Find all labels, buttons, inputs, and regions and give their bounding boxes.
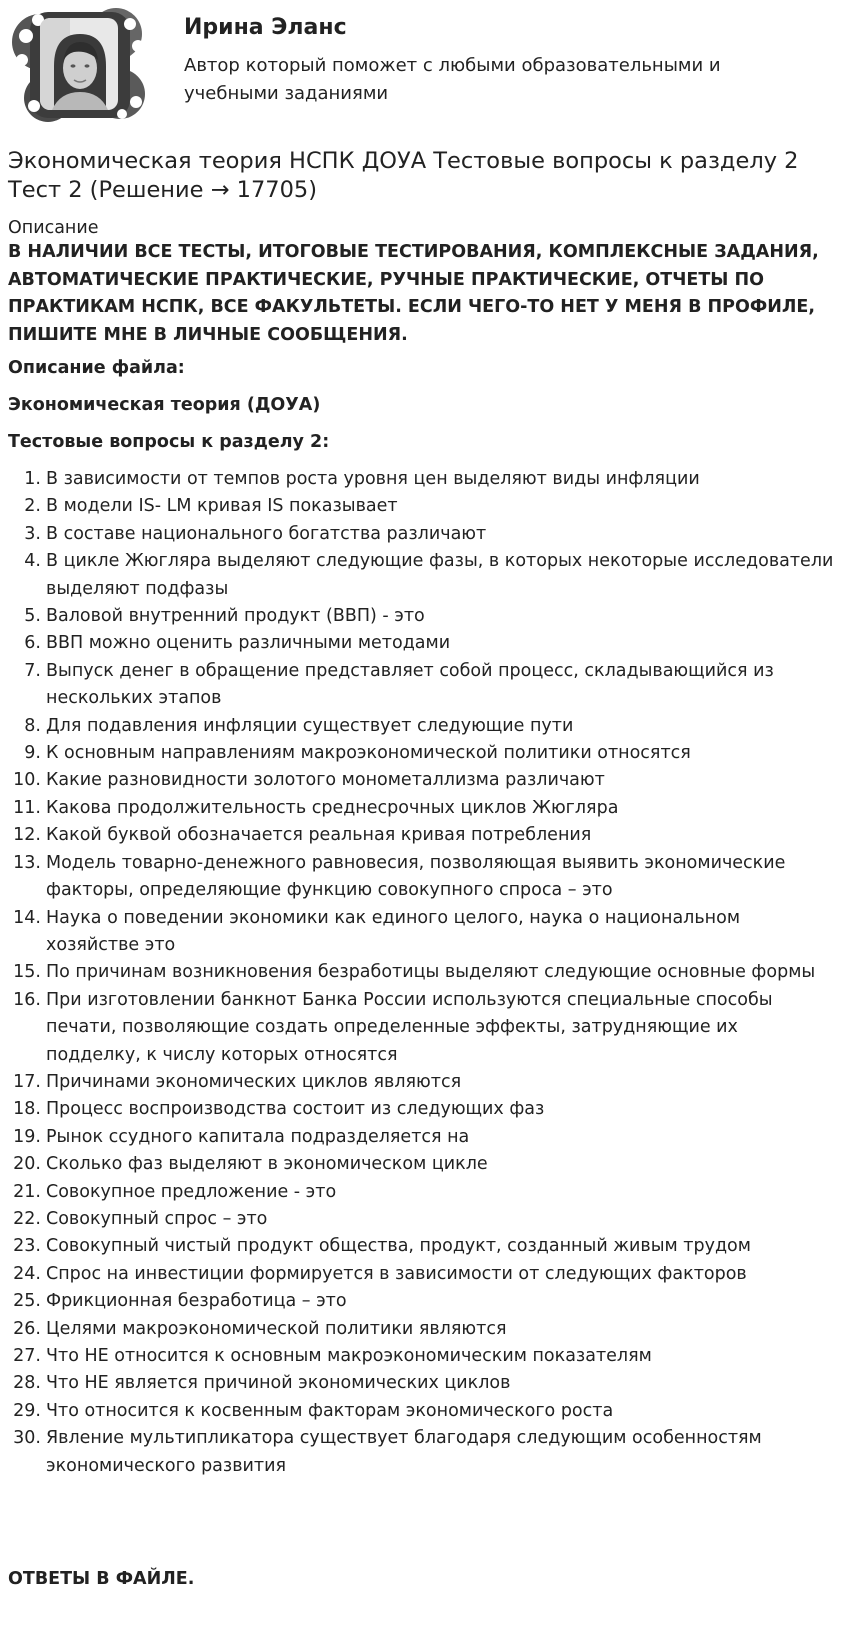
list-item-number: 20. — [13, 1154, 41, 1175]
list-item — [13, 1288, 836, 1315]
list-item — [13, 767, 836, 794]
list-item-number: 28. — [13, 1373, 41, 1394]
description-label: Описание — [8, 218, 99, 238]
list-item-text: Целями макроэкономической политики являются — [46, 1318, 507, 1339]
list-item-text: Рынок ссудного капитала подразделяется на — [46, 1126, 470, 1147]
list-item-number: 17. — [13, 1071, 41, 1092]
list-item — [24, 493, 836, 520]
list-item-text: Совокупный спрос – это — [46, 1208, 268, 1229]
description-text: В НАЛИЧИИ ВСЕ ТЕСТЫ, ИТОГОВЫЕ ТЕСТИРОВАНИЯ, КОМПЛЕКСНЫЕ ЗАДАНИЯ, АВТОМАТИЧЕСКИЕ ПРАКТИЧЕСКИЕ, РУЧНЫЕ ПРАКТИЧЕСКИЕ, ОТЧЕТЫ ПО ПРАКТИКАМ НСПК, ВСЕ ФАКУЛЬТЕТЫ. ЕСЛИ ЧЕГО-ТО НЕТ У МЕНЯ В ПРОФИЛЕ, ПИШИТЕ МНЕ В ЛИЧНЫЕ СООБЩЕНИЯ. — [8, 242, 819, 345]
list-item — [24, 740, 836, 767]
list-item-text: Для подавления инфляции существует следующие пути — [46, 715, 574, 736]
list-item-number: 8. — [24, 715, 41, 736]
list-item-text: Наука о поведении экономики как единого целого, наука о национальном хозяйстве это — [46, 907, 741, 955]
list-item — [13, 1096, 836, 1123]
list-item-text: Сколько фаз выделяют в экономическом цикле — [46, 1154, 488, 1175]
list-item — [13, 1179, 836, 1206]
author-block — [8, 6, 838, 128]
questions-list — [13, 466, 836, 1480]
list-item-text: При изготовлении банкнот Банка России используются специальные способы печати, позволяющие создать определенные эффекты, затрудняющие их подделку, к числу которых относятся — [46, 989, 773, 1065]
list-item-text: Процесс воспроизводства состоит из следующих фаз — [46, 1099, 545, 1120]
list-item-text: Явление мультипликатора существует благодаря следующим особенностям экономического развития — [46, 1428, 762, 1476]
list-item-number: 12. — [13, 825, 41, 846]
list-item-number: 4. — [24, 551, 41, 572]
list-item-text: Спрос на инвестиции формируется в зависимости от следующих факторов — [46, 1263, 747, 1284]
list-item-text: Причинами экономических циклов являются — [46, 1071, 462, 1092]
list-item — [13, 959, 836, 986]
list-item-number: 6. — [24, 633, 41, 654]
list-item — [13, 1343, 836, 1370]
list-item-number: 23. — [13, 1236, 41, 1257]
list-item-text: В модели IS- LM кривая IS показывает — [46, 496, 398, 517]
list-item — [24, 466, 836, 493]
list-item-text: ВВП можно оценить различными методами — [46, 633, 451, 654]
list-item-text: Что относится к косвенным факторам экономического роста — [46, 1400, 614, 1421]
author-bio: Автор который поможет с любыми образовательными и учебными заданиями — [184, 55, 721, 104]
list-item — [13, 795, 836, 822]
list-item-number: 7. — [24, 660, 41, 681]
list-item-text: Фрикционная безработица – это — [46, 1291, 347, 1312]
list-item-text: В составе национального богатства различают — [46, 523, 487, 544]
list-item — [13, 987, 836, 1069]
list-item-number: 11. — [13, 797, 41, 818]
list-item-text: Совокупное предложение - это — [46, 1181, 337, 1202]
list-item-text: Выпуск денег в обращение представляет собой процесс, складывающийся из нескольких этапов — [46, 660, 774, 709]
list-item-text: Что НЕ является причиной экономических циклов — [46, 1373, 511, 1394]
list-item-number: 29. — [13, 1400, 41, 1421]
list-item-number: 25. — [13, 1291, 41, 1312]
list-item-number: 22. — [13, 1208, 41, 1229]
author-name[interactable]: Ирина Эланс — [184, 15, 347, 40]
list-item-text: Какова продолжительность среднесрочных циклов Жюгляра — [46, 797, 619, 818]
list-item — [13, 1398, 836, 1425]
list-item-text: В цикле Жюгляра выделяют следующие фазы, в которых некоторые исследователи выделяют подфазы — [46, 551, 834, 599]
list-item-text: По причинам возникновения безработицы выделяют следующие основные формы — [46, 962, 816, 983]
list-item — [24, 630, 836, 657]
list-item-text: В зависимости от темпов роста уровня цен выделяют виды инфляции — [46, 469, 700, 489]
list-item — [13, 1370, 836, 1397]
file-subject: Экономическая теория (ДОУА) — [8, 395, 321, 415]
list-item-number: 14. — [13, 907, 41, 928]
list-item-number: 18. — [13, 1099, 41, 1120]
list-item — [24, 713, 836, 740]
list-item — [13, 1425, 836, 1480]
list-item-number: 26. — [13, 1318, 41, 1339]
list-item-number: 19. — [13, 1126, 41, 1147]
list-item-text: Какие разновидности золотого монометаллизма различают — [46, 770, 605, 791]
list-item-number: 27. — [13, 1346, 41, 1366]
list-item — [24, 603, 836, 630]
answers-note: ОТВЕТЫ В ФАЙЛЕ. — [8, 1569, 195, 1589]
list-item-number: 30. — [13, 1428, 41, 1449]
list-item-text: К основным направлениям макроэкономической политики относятся — [46, 743, 691, 764]
list-item — [13, 1233, 836, 1260]
list-item — [13, 1151, 836, 1178]
list-item-number: 9. — [24, 743, 41, 764]
list-item — [13, 822, 836, 849]
list-item — [24, 658, 836, 713]
list-item — [13, 1261, 836, 1288]
list-item-number: 16. — [13, 989, 41, 1010]
list-item — [24, 521, 836, 548]
list-item — [24, 548, 836, 603]
file-section: Тестовые вопросы к разделу 2: — [8, 432, 330, 452]
list-item-text: Модель товарно-денежного равновесия, позволяющая выявить экономические факторы, определяющие функцию совокупного спроса – это — [46, 852, 786, 901]
list-item-number: 5. — [24, 606, 41, 627]
page-title: Экономическая теория НСПК ДОУА Тестовые вопросы к разделу 2 Тест 2 (Решение → 17705) — [8, 148, 799, 203]
list-item-number: 3. — [24, 523, 41, 544]
list-item-number: 1. — [24, 469, 41, 489]
list-item — [13, 850, 836, 905]
list-item — [13, 1124, 836, 1151]
list-item-number: 2. — [24, 496, 41, 517]
list-item-number: 21. — [13, 1181, 41, 1202]
list-item-number: 10. — [13, 770, 41, 791]
list-item-text: Совокупный чистый продукт общества, продукт, созданный живым трудом — [46, 1236, 751, 1257]
list-item — [13, 1069, 836, 1096]
list-item-number: 13. — [13, 852, 41, 873]
list-item-text: Что НЕ относится к основным макроэкономическим показателям — [46, 1346, 652, 1366]
list-item-text: Валовой внутренний продукт (ВВП) - это — [46, 606, 425, 627]
list-item — [13, 1316, 836, 1343]
list-item — [13, 1206, 836, 1233]
file-description-label: Описание файла: — [8, 358, 185, 378]
list-item — [13, 905, 836, 960]
list-item-number: 15. — [13, 962, 41, 983]
list-item-text: Какой буквой обозначается реальная кривая потребления — [46, 825, 592, 846]
author-avatar[interactable] — [8, 6, 150, 124]
list-item-number: 24. — [13, 1263, 41, 1284]
